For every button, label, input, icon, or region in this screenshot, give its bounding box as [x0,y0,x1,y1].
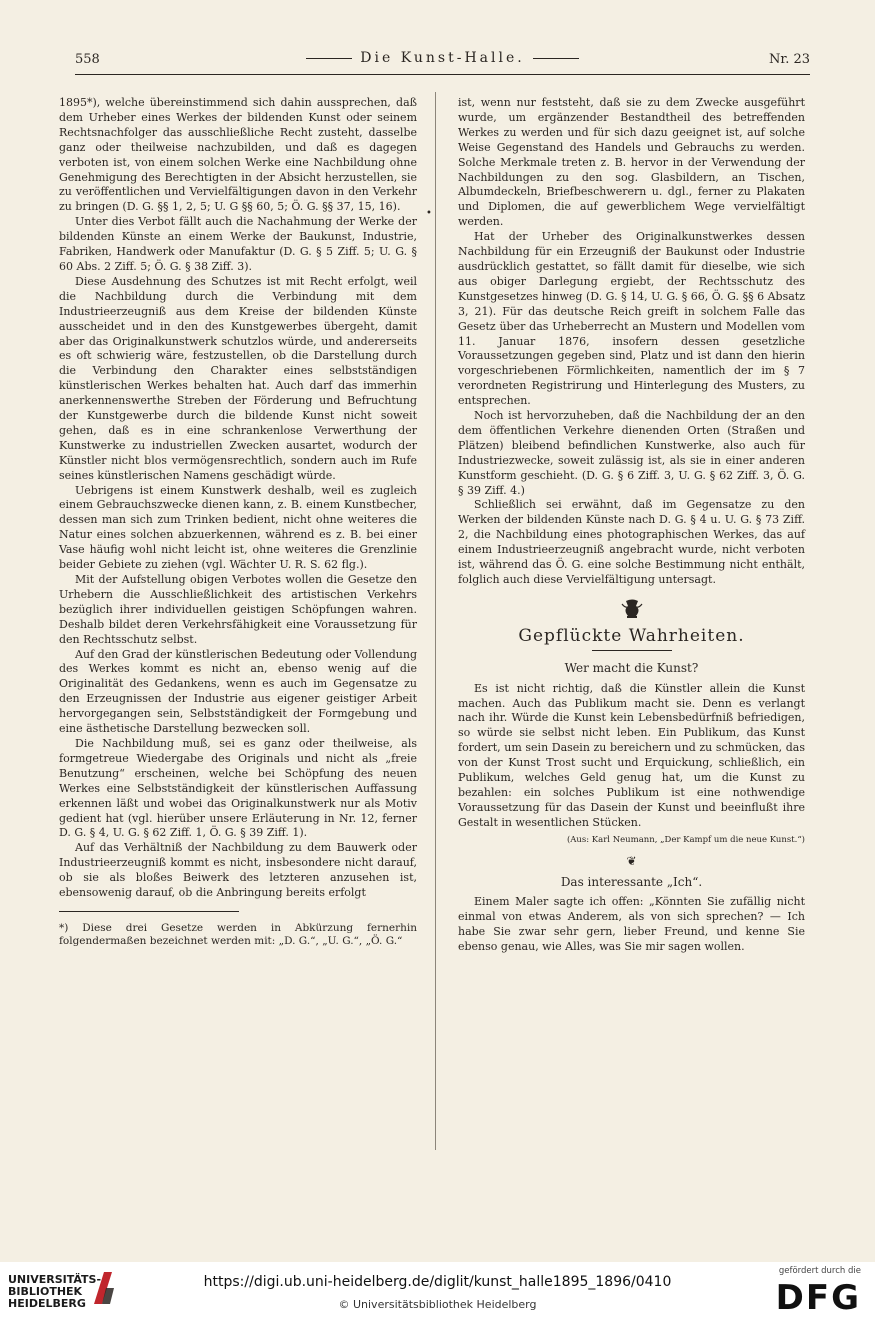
copyright: © Universitätsbibliothek Heidelberg [338,1298,537,1311]
paragraph: Noch ist hervorzuheben, daß die Nachbildung der an den dem öffentlichen Verkehre dienenden Orten (Straßen und Plätzen) bleibend befindlichen Kunstwerke, also auch für Industriezwecke, soweit zulässig ist, als sie in einer anderen Kunstform geschieht. (D. G. § 6 Ziff. 3, U. G. § 62 Ziff. 3, Ö. G. § 39 Ziff. 4.) [458,409,805,497]
left-column [59,96,417,1146]
right-column [458,96,805,1166]
journal-title: Die Kunst-Halle. [75,50,810,66]
article-text: Es ist nicht richtig, daß die Künstler allein die Kunst machen. Auch das Publikum macht sie. Denn es verlangt nach ihr. Würde die Kunst kein Lebensbedürfniß befriedigen, so würde sie selbst nicht leben. Ein Publikum, das Kunst fordert, um sein Dasein zu bereichern und zu schmücken, das von der Kunst Trost sucht und Erquickung, schließlich, ein Publikum, welches Geld genug hat, um die Kunst zu bezahlen: ein solches Publikum ist eine nothwendige Voraussetzung für das Dasein der Kunst und beeinflußt ihre Gestalt in wesentlichen Stücken. [458,681,805,829]
footnote: *) Diese drei Gesetze werden in Abkürzung fernerhin folgendermaßen bezeichnet werden mit: „D. G.“, „U. G.“, „Ö. G.“ [59,921,417,947]
paragraph: 1895*), welche übereinstimmend sich dahin aussprechen, daß dem Urheber eines Werkes der bildenden Kunst oder seinem Rechtsnachfolger das ausschließliche Recht zusteht, dasselbe ganz oder theilweise nachzubilden, und daß es dagegen verboten ist, von einem solchen Werke eine Nachbildung ohne Genehmigung des Berechtigten in der Absicht herzustellen, sie zu veröffentlichen und Vervielfältigungen davon in den Verkehr zu bringen (D. G. §§ 1, 2, 5; U. G §§ 60, 5; Ö. G. §§ 37, 15, 16). [59,96,417,214]
issue-number: Nr. 23 [769,52,810,67]
paragraph: Auf den Grad der künstlerischen Bedeutung oder Vollendung des Werkes kommt es nicht an, ebenso wenig auf die Originalität des Gedankens, wenn es auch im Gegensatze zu den Erzeugnissen der Industrie aus eigener geistiger Arbeit hervorgegangen sein, Selbstständigkeit der Formgebung und eine ästhetische Darstellung bezwecken soll. [59,647,417,736]
paragraph: Diese Ausdehnung des Schutzes ist mit Recht erfolgt, weil die Nachbildung durch die Verbindung mit dem Industrieerzeugniß aus dem Kreise der bildenden Künste ausscheidet und in den des Kunstgewerbes übergeht, damit aber das Originalkunstwerk schutzlos würde, und andererseits es oft schwierig wäre, festzustellen, ob die Darstellung durch die Verbindung den Charakter eines selbstständigen künstlerischen Werkes behalten hat. Auch darf das immerhin anerkennenswerthe Streben der Förderung und Befruchtung der Kunstgewerbe durch die bildende Kunst nicht soweit gehen, daß es in eine schrankenlose Verwerthung der Kunstwerke zu industriellen Zwecken ausartet, wodurch der Künstler nicht blos vermögensrechtlich, sondern auch im Rufe seines künstlerischen Namens geschädigt würde. [59,274,417,482]
page-number: 558 [75,52,100,67]
paragraph: Auf das Verhältniß der Nachbildung zu dem Bauwerk oder Industrieerzeugniß kommt es nicht, insbesondere nicht darauf, ob sie als bloßes Beiwerk des letzteren anzusehen ist, ebensowenig darauf, ob die Anbringung bereits erfolgt [59,841,417,900]
header-rule [75,74,810,75]
fleuron-icon: ❦ [626,853,637,868]
article-text: Einem Maler sagte ich offen: „Könnten Sie zufällig nicht einmal von etwas Anderem, als von sich sprechen? — Ich habe Sie zwar sehr gern, lieber Freund, und kenne Sie ebenso genau, wie Alles, was Sie mir sagen wollen. [458,895,805,954]
running-header [75,50,810,72]
paragraph: Hat der Urheber des Originalkunstwerkes dessen Nachbildung für ein Erzeugniß der Baukunst oder Industrie ausdrücklich gestattet, so fällt damit für dieselbe, wie sich aus obiger Darlegung ergiebt, der Rechtsschutz des Kunstgesetzes hinweg (D. G. § 14, U. G. § 66, Ö. G. §§ 6 Absatz 3, 21). Für das deutsche Reich greift in solchem Falle das Gesetz über das Urheberrecht an Mustern und Modellen vom 11. Januar 1876, insofern dessen gesetzliche Voraussetzungen gegeben sind, Platz und ist dann den hierin vorgeschriebenen Förmlichkeiten, namentlich der im § 7 verordneten Registrirung und Hinterlegung des Musters, zu entsprechen. [458,230,805,408]
section-rule [592,650,672,651]
library-name: UNIVERSITÄTS- BIBLIOTHEK HEIDELBERG [8,1273,102,1310]
footnote-rule [59,911,239,918]
funding-note: gefördert durch die [778,1266,861,1276]
article-title: Das interessante „Ich“. [560,874,703,889]
paragraph: Die Nachbildung muß, sei es ganz oder theilweise, als formgetreue Wiedergabe des Originals und nicht als „freie Benutzung“ erscheinen, welche bei Schöpfung des neuen Werkes eine Selbstständigkeit der künstlerischen Auffassung erkennen läßt und wobei das Originalkunstwerk nur als Motiv gedient hat (vgl. hierüber unsere Erläuterung in Nr. 12, ferner D. G. § 4, U. G. § 62 Ziff. 1, Ö. G. § 39 Ziff. 1). [59,736,417,840]
footer-bar [0,1262,875,1322]
margin-mark: • [426,208,432,219]
paragraph: ist, wenn nur feststeht, daß sie zu dem Zwecke ausgeführt wurde, um ergänzender Bestandtheil des betreffenden Werkes zu werden und für sich dazu geeignet ist, auf solche Weise Gegenstand des Handels und Gebrauchs zu werden. Solche Merkmale treten z. B. hervor in der Verwendung der Nachbildungen zu den sog. Glasbildern, an Tischen, Albumdeckeln, Briefbeschwerern u. dgl., ferner zu Plakaten und Diplomen, die auf gewerblichem Wege vervielfältigt werden. [458,96,805,229]
paragraph: Uebrigens ist einem Kunstwerk deshalb, weil es zugleich einem Gebrauchszwecke dienen kann, z. B. einem Kunstbecher, dessen man sich zum Trinken bedient, nicht ohne weiteres die Natur eines solchen abzuerkennen, während es z. B. bei einer Vase häufig wohl nicht leicht ist, ohne weiteres die Grenzlinie beider Gebiete zu ziehen (vgl. Wächter U. R. S. 62 flg.). [59,483,417,572]
article-source: (Aus: Karl Neumann, „Der Kampf um die neue Kunst.“) [566,834,805,845]
column-divider [435,92,436,1150]
section-title: Gepflückte Wahrheiten. [518,625,745,646]
paragraph: Schließlich sei erwähnt, daß im Gegensatze zu den Werken der bildenden Künste nach D. G. § 4 u. U. G. § 73 Ziff. 2, die Nachbildung eines photographischen Werkes, das auf einem Industrieerzeugniß angebracht wurde, nicht verboten ist, während das Ö. G. eine solche Bestimmung nicht enthält, folglich auch diese Vervielfältigung untersagt. [458,498,805,586]
paragraph: Mit der Aufstellung obigen Verbotes wollen die Gesetze den Urhebern die Ausschließlichkeit des artistischen Verkehrs bezüglich ihrer individuellen geistigen Schöpfungen wahren. Deshalb bildet deren Verkehrsfähigkeit eine Voraussetzung für den Rechtsschutz selbst. [59,573,417,646]
vase-ornament-icon [458,598,805,621]
article-title: Wer macht die Kunst? [564,660,699,675]
source-url-link[interactable]: https://digi.ub.uni-heidelberg.de/diglit/kunst_halle1895_1896/0410 [203,1274,672,1290]
dfg-logo: DFG [775,1278,861,1318]
paragraph: Unter dies Verbot fällt auch die Nachahmung der Werke der bildenden Künste an einem Werke der Baukunst, Industrie, Fabriken, Handwerk oder Manufaktur (D. G. § 5 Ziff. 5; U. G. § 60 Abs. 2 Ziff. 5; Ö. G. § 38 Ziff. 3). [59,215,417,273]
